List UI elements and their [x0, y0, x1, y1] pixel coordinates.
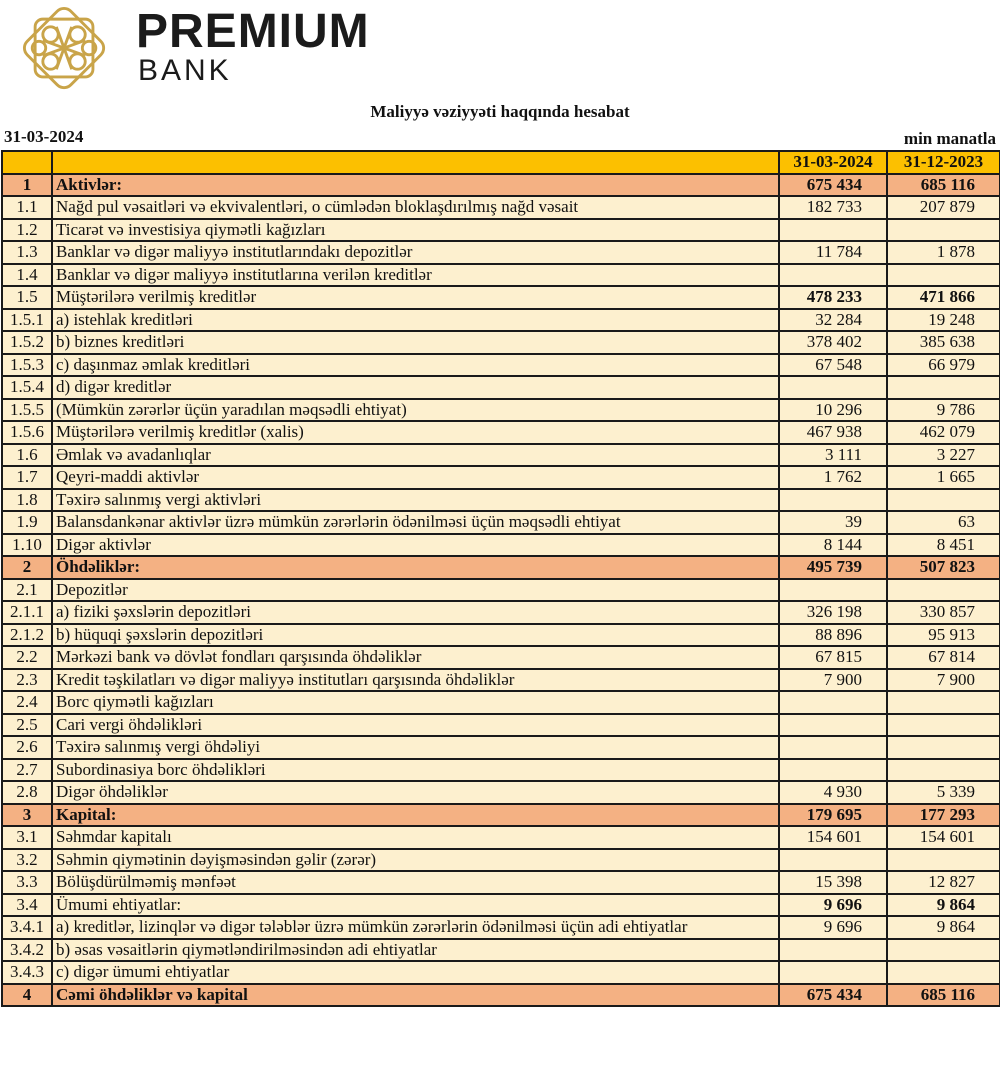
- row-label: Cari vergi öhdəlikləri: [52, 714, 779, 737]
- row-label: Kapital:: [52, 804, 779, 827]
- table-row: [2, 309, 1000, 332]
- row-number: 2.3: [2, 669, 52, 692]
- row-number: 2.2: [2, 646, 52, 669]
- value-current: [779, 489, 887, 512]
- row-label: a) istehlak kreditləri: [52, 309, 779, 332]
- row-label: Müştərilərə verilmiş kreditlər: [52, 286, 779, 309]
- value-current: 182 733: [779, 196, 887, 219]
- table-row: [2, 624, 1000, 647]
- row-label: d) digər kreditlər: [52, 376, 779, 399]
- value-previous: 12 827: [887, 871, 1000, 894]
- value-current: [779, 849, 887, 872]
- value-previous: 9 864: [887, 894, 1000, 917]
- row-number: 1.6: [2, 444, 52, 467]
- table-row: [2, 511, 1000, 534]
- value-current: [779, 219, 887, 242]
- knot-emblem-icon: [12, 4, 118, 94]
- table-header-row: [2, 151, 1000, 174]
- value-current: 3 111: [779, 444, 887, 467]
- value-current: [779, 736, 887, 759]
- value-current: 478 233: [779, 286, 887, 309]
- value-current: [779, 264, 887, 287]
- table-row: [2, 736, 1000, 759]
- row-label: Banklar və digər maliyyə institutlarına verilən kreditlər: [52, 264, 779, 287]
- row-label: b) hüquqi şəxslərin depozitləri: [52, 624, 779, 647]
- value-current: 32 284: [779, 309, 887, 332]
- table-row: [2, 489, 1000, 512]
- value-previous: [887, 264, 1000, 287]
- row-number: 3.3: [2, 871, 52, 894]
- row-label: Səhmin qiymətinin dəyişməsindən gəlir (zərər): [52, 849, 779, 872]
- value-current: 88 896: [779, 624, 887, 647]
- row-label: Balansdankənar aktivlər üzrə mümkün zərərlərin ödənilməsi üçün məqsədli ehtiyat: [52, 511, 779, 534]
- value-current: 9 696: [779, 894, 887, 917]
- currency-unit: min manatla: [903, 129, 996, 148]
- bank-subtitle: BANK: [138, 54, 232, 87]
- value-previous: 385 638: [887, 331, 1000, 354]
- table-row: [2, 399, 1000, 422]
- value-previous: 9 786: [887, 399, 1000, 422]
- value-previous: 177 293: [887, 804, 1000, 827]
- table-row: [2, 849, 1000, 872]
- row-label: Ticarət və investisiya qiymətli kağızları: [52, 219, 779, 242]
- value-current: 675 434: [779, 984, 887, 1007]
- row-label: Borc qiymətli kağızları: [52, 691, 779, 714]
- row-label: Təxirə salınmış vergi öhdəliyi: [52, 736, 779, 759]
- row-number: 1.5.4: [2, 376, 52, 399]
- value-current: [779, 376, 887, 399]
- value-previous: 63: [887, 511, 1000, 534]
- bank-logo: [8, 4, 428, 90]
- table-row: [2, 444, 1000, 467]
- value-previous: 685 116: [887, 174, 1000, 197]
- value-previous: 5 339: [887, 781, 1000, 804]
- row-label: Digər aktivlər: [52, 534, 779, 557]
- row-label: Subordinasiya borc öhdəlikləri: [52, 759, 779, 782]
- value-previous: 9 864: [887, 916, 1000, 939]
- table-row: [2, 376, 1000, 399]
- value-current: 326 198: [779, 601, 887, 624]
- value-previous: 462 079: [887, 421, 1000, 444]
- row-number: 1.7: [2, 466, 52, 489]
- value-previous: 330 857: [887, 601, 1000, 624]
- table-row: [2, 601, 1000, 624]
- value-previous: 7 900: [887, 669, 1000, 692]
- value-current: 154 601: [779, 826, 887, 849]
- row-label: Kredit təşkilatları və digər maliyyə institutları qarşısında öhdəliklər: [52, 669, 779, 692]
- row-number: 2.4: [2, 691, 52, 714]
- value-current: [779, 759, 887, 782]
- value-current: 467 938: [779, 421, 887, 444]
- table-row: [2, 241, 1000, 264]
- value-previous: [887, 714, 1000, 737]
- row-label: Qeyri-maddi aktivlər: [52, 466, 779, 489]
- table-row: [2, 646, 1000, 669]
- header-label-cell: [52, 151, 779, 174]
- section-row: [2, 174, 1000, 197]
- row-label: Ümumi ehtiyatlar:: [52, 894, 779, 917]
- row-number: 1.2: [2, 219, 52, 242]
- financial-position-table: [1, 150, 1000, 1007]
- header-col-previous: 31-12-2023: [887, 151, 1000, 174]
- report-date: 31-03-2024: [4, 127, 84, 146]
- row-number: 2.5: [2, 714, 52, 737]
- row-number: 2: [2, 556, 52, 579]
- value-previous: 154 601: [887, 826, 1000, 849]
- value-current: [779, 939, 887, 962]
- value-current: 179 695: [779, 804, 887, 827]
- row-number: 1.9: [2, 511, 52, 534]
- table-row: [2, 421, 1000, 444]
- row-label: Müştərilərə verilmiş kreditlər (xalis): [52, 421, 779, 444]
- row-number: 1.5.3: [2, 354, 52, 377]
- value-previous: 471 866: [887, 286, 1000, 309]
- value-current: 4 930: [779, 781, 887, 804]
- row-number: 4: [2, 984, 52, 1007]
- row-number: 3.4: [2, 894, 52, 917]
- value-previous: [887, 961, 1000, 984]
- section-row: [2, 556, 1000, 579]
- table-row: [2, 916, 1000, 939]
- row-label: (Mümkün zərərlər üçün yaradılan məqsədli ehtiyat): [52, 399, 779, 422]
- table-row: [2, 939, 1000, 962]
- table-row: [2, 534, 1000, 557]
- value-previous: 67 814: [887, 646, 1000, 669]
- value-current: 39: [779, 511, 887, 534]
- value-previous: 207 879: [887, 196, 1000, 219]
- row-number: 1: [2, 174, 52, 197]
- value-current: 675 434: [779, 174, 887, 197]
- value-previous: [887, 759, 1000, 782]
- value-previous: 3 227: [887, 444, 1000, 467]
- row-label: a) fiziki şəxslərin depozitləri: [52, 601, 779, 624]
- row-number: 1.3: [2, 241, 52, 264]
- value-previous: [887, 376, 1000, 399]
- row-number: 3.4.2: [2, 939, 52, 962]
- value-previous: [887, 691, 1000, 714]
- row-number: 1.5.1: [2, 309, 52, 332]
- value-previous: [887, 939, 1000, 962]
- value-current: 15 398: [779, 871, 887, 894]
- row-number: 2.8: [2, 781, 52, 804]
- section-row: [2, 804, 1000, 827]
- value-previous: 8 451: [887, 534, 1000, 557]
- row-label: Aktivlər:: [52, 174, 779, 197]
- table-row: [2, 264, 1000, 287]
- value-previous: [887, 219, 1000, 242]
- row-label: Mərkəzi bank və dövlət fondları qarşısında öhdəliklər: [52, 646, 779, 669]
- row-label: Əmlak və avadanlıqlar: [52, 444, 779, 467]
- value-previous: [887, 736, 1000, 759]
- value-previous: 95 913: [887, 624, 1000, 647]
- row-number: 2.1: [2, 579, 52, 602]
- row-number: 1.8: [2, 489, 52, 512]
- table-row: [2, 196, 1000, 219]
- row-label: Nağd pul vəsaitləri və ekvivalentləri, o cümlədən bloklaşdırılmış nağd vəsait: [52, 196, 779, 219]
- row-label: Cəmi öhdəliklər və kapital: [52, 984, 779, 1007]
- row-label: Təxirə salınmış vergi aktivləri: [52, 489, 779, 512]
- row-label: Banklar və digər maliyyə institutlarındakı depozitlər: [52, 241, 779, 264]
- row-number: 3.2: [2, 849, 52, 872]
- row-number: 1.5: [2, 286, 52, 309]
- row-label: Bölüşdürülməmiş mənfəət: [52, 871, 779, 894]
- bank-name: PREMIUM: [136, 5, 370, 58]
- row-number: 1.5.5: [2, 399, 52, 422]
- value-previous: [887, 849, 1000, 872]
- table-row: [2, 826, 1000, 849]
- value-current: 1 762: [779, 466, 887, 489]
- table-row: [2, 579, 1000, 602]
- value-previous: 507 823: [887, 556, 1000, 579]
- value-previous: 19 248: [887, 309, 1000, 332]
- value-current: 11 784: [779, 241, 887, 264]
- header-num-cell: [2, 151, 52, 174]
- value-current: 67 815: [779, 646, 887, 669]
- value-previous: 1 878: [887, 241, 1000, 264]
- table-row: [2, 961, 1000, 984]
- value-current: [779, 579, 887, 602]
- row-number: 3.4.3: [2, 961, 52, 984]
- table-row: [2, 894, 1000, 917]
- row-label: a) kreditlər, lizinqlər və digər tələblər üzrə mümkün zərərlərin ödənilməsi üçün adi ehtiyatlar: [52, 916, 779, 939]
- value-current: 7 900: [779, 669, 887, 692]
- row-number: 3.1: [2, 826, 52, 849]
- row-label: Öhdəliklər:: [52, 556, 779, 579]
- value-previous: [887, 579, 1000, 602]
- row-number: 2.1.1: [2, 601, 52, 624]
- row-label: c) daşınmaz əmlak kreditləri: [52, 354, 779, 377]
- row-number: 1.5.2: [2, 331, 52, 354]
- row-number: 3.4.1: [2, 916, 52, 939]
- value-current: 10 296: [779, 399, 887, 422]
- report-title: Maliyyə vəziyyəti haqqında hesabat: [370, 102, 630, 121]
- value-current: [779, 691, 887, 714]
- row-label: Depozitlər: [52, 579, 779, 602]
- table-row: [2, 714, 1000, 737]
- row-label: c) digər ümumi ehtiyatlar: [52, 961, 779, 984]
- row-number: 1.5.6: [2, 421, 52, 444]
- row-number: 2.1.2: [2, 624, 52, 647]
- value-previous: 685 116: [887, 984, 1000, 1007]
- table-row: [2, 219, 1000, 242]
- table-row: [2, 354, 1000, 377]
- row-label: Digər öhdəliklər: [52, 781, 779, 804]
- row-number: 1.10: [2, 534, 52, 557]
- row-label: Səhmdar kapitalı: [52, 826, 779, 849]
- table-row: [2, 669, 1000, 692]
- value-current: 378 402: [779, 331, 887, 354]
- section-row: [2, 984, 1000, 1007]
- row-label: b) biznes kreditləri: [52, 331, 779, 354]
- value-current: 495 739: [779, 556, 887, 579]
- table-row: [2, 466, 1000, 489]
- row-label: b) əsas vəsaitlərin qiymətləndirilməsindən adi ehtiyatlar: [52, 939, 779, 962]
- table-row: [2, 331, 1000, 354]
- value-previous: 66 979: [887, 354, 1000, 377]
- table-row: [2, 759, 1000, 782]
- value-previous: [887, 489, 1000, 512]
- header-col-current: 31-03-2024: [779, 151, 887, 174]
- value-current: [779, 714, 887, 737]
- value-current: 8 144: [779, 534, 887, 557]
- table-row: [2, 691, 1000, 714]
- row-number: 1.4: [2, 264, 52, 287]
- value-current: [779, 961, 887, 984]
- value-previous: 1 665: [887, 466, 1000, 489]
- row-number: 2.7: [2, 759, 52, 782]
- value-current: 9 696: [779, 916, 887, 939]
- table-row: [2, 286, 1000, 309]
- row-number: 2.6: [2, 736, 52, 759]
- row-number: 1.1: [2, 196, 52, 219]
- table-row: [2, 871, 1000, 894]
- value-current: 67 548: [779, 354, 887, 377]
- table-row: [2, 781, 1000, 804]
- row-number: 3: [2, 804, 52, 827]
